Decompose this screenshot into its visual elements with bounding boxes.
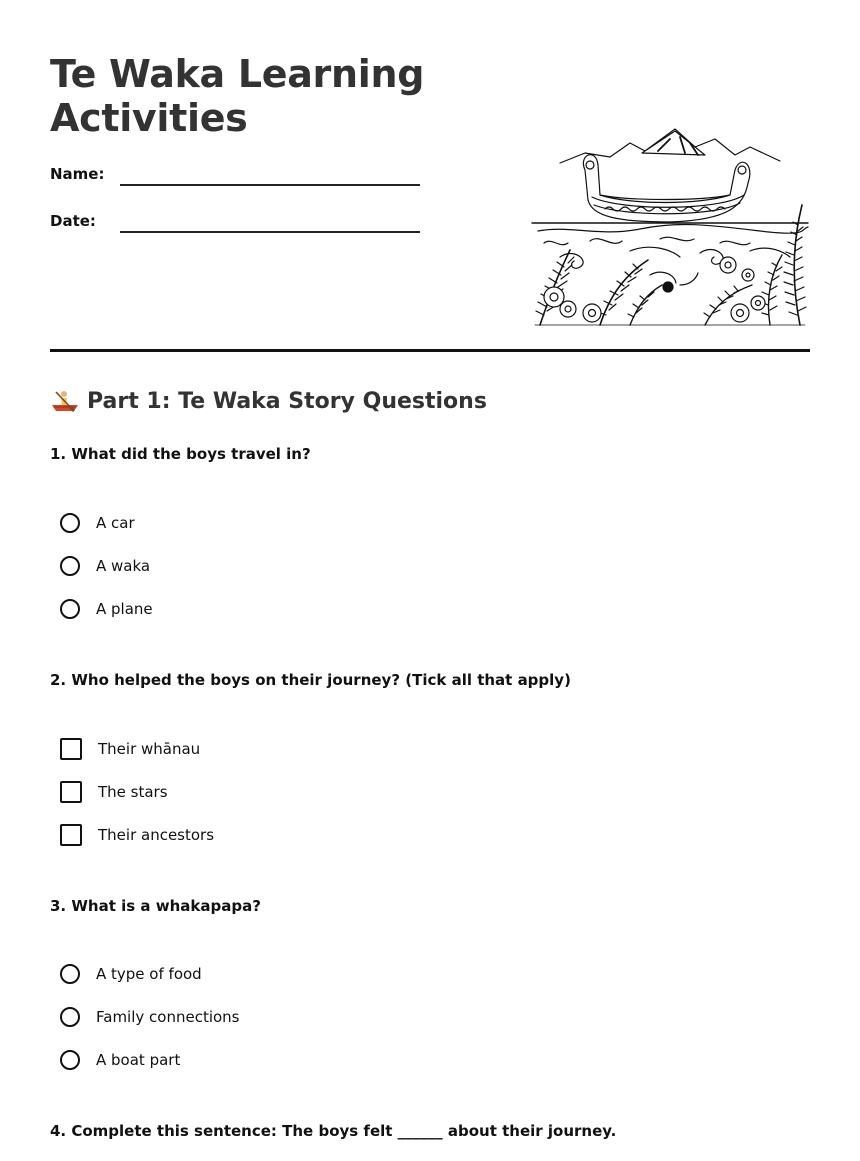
date-input-line[interactable]: [120, 231, 420, 233]
radio-button[interactable]: [60, 599, 80, 619]
radio-button[interactable]: [60, 964, 80, 984]
option-label: Their ancestors: [98, 826, 215, 844]
q1-option-car[interactable]: [60, 511, 135, 535]
name-label: Name:: [50, 165, 105, 183]
q2-option-stars[interactable]: [60, 780, 168, 804]
q1-option-waka[interactable]: [60, 554, 150, 578]
name-input-line[interactable]: [120, 184, 420, 186]
waka-illustration-icon: [530, 125, 810, 335]
checkbox[interactable]: [60, 781, 82, 803]
question-1: 1. What did the boys travel in?: [50, 445, 311, 463]
q3-option-boat-part[interactable]: [60, 1048, 180, 1072]
radio-button[interactable]: [60, 1050, 80, 1070]
question-4: 4. Complete this sentence: The boys felt ______ about their journey.: [50, 1122, 617, 1140]
q3-option-food[interactable]: [60, 962, 202, 986]
radio-button[interactable]: [60, 1007, 80, 1027]
header-divider: [50, 349, 810, 352]
part1-title: Part 1: Te Waka Story Questions: [87, 388, 487, 414]
question-2: 2. Who helped the boys on their journey? (Tick all that apply): [50, 671, 571, 689]
option-label: Their whānau: [98, 740, 201, 758]
radio-button[interactable]: [60, 513, 80, 533]
option-label: A plane: [96, 600, 153, 618]
date-label: Date:: [50, 212, 96, 230]
checkbox[interactable]: [60, 824, 82, 846]
option-label: The stars: [98, 783, 168, 801]
q3-option-family[interactable]: [60, 1005, 240, 1029]
option-label: A car: [96, 514, 135, 532]
option-label: A type of food: [96, 965, 202, 983]
option-label: Family connections: [96, 1008, 240, 1026]
date-field[interactable]: [50, 212, 420, 236]
option-label: A boat part: [96, 1051, 181, 1069]
radio-button[interactable]: [60, 556, 80, 576]
canoe-emoji-icon: [50, 388, 80, 414]
q1-option-plane[interactable]: [60, 597, 153, 621]
page-title: Te Waka Learning Activities: [50, 52, 425, 140]
option-label: A waka: [96, 557, 151, 575]
name-field[interactable]: [50, 165, 420, 189]
part1-heading: [50, 388, 487, 414]
checkbox[interactable]: [60, 738, 82, 760]
q2-option-ancestors[interactable]: [60, 823, 214, 847]
q2-option-whanau[interactable]: [60, 737, 200, 761]
question-3: 3. What is a whakapapa?: [50, 897, 261, 915]
